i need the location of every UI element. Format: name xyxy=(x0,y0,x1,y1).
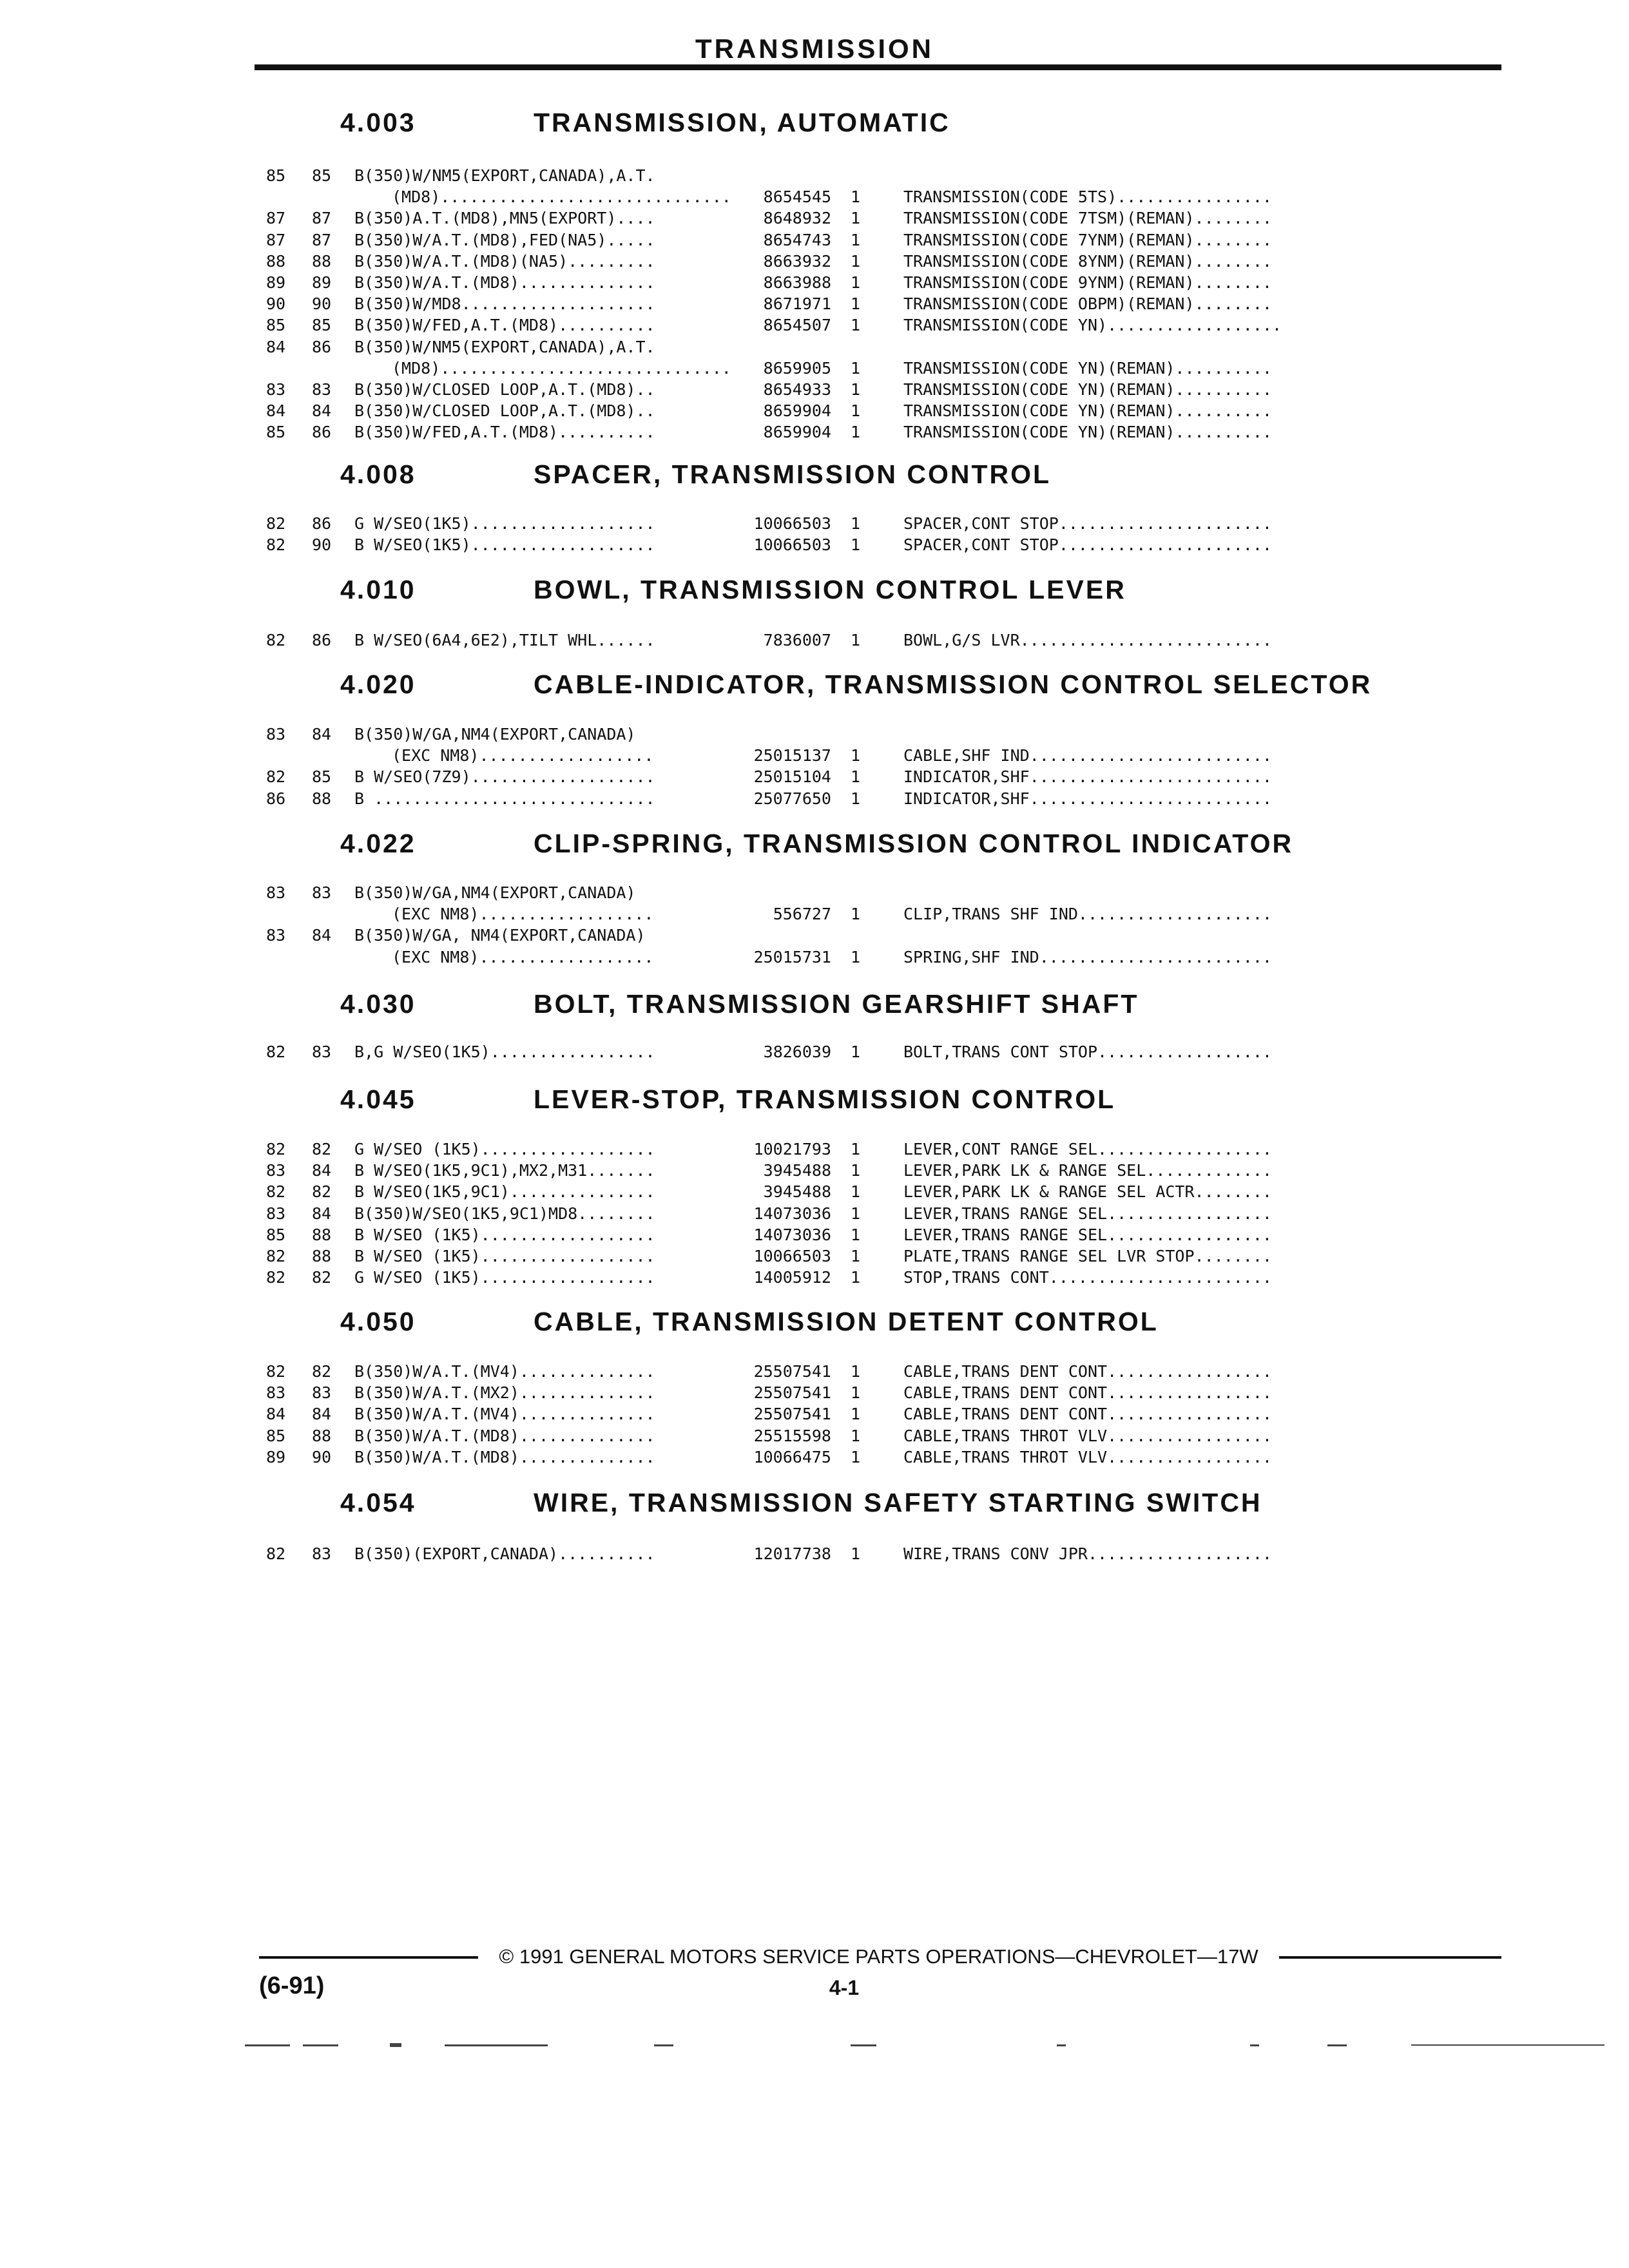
usage-description: B W/SEO(1K5,9C1),MX2,M31....... xyxy=(354,1161,655,1180)
usage-description: (EXC NM8).................. xyxy=(392,746,654,765)
start-year: 85 xyxy=(266,316,286,334)
start-year: 85 xyxy=(266,166,286,185)
start-year: 85 xyxy=(266,423,286,441)
parts-row xyxy=(0,1203,1629,1224)
usage-description: B(350)W/A.T.(MD8).............. xyxy=(354,1448,655,1466)
part-number: 8654545 xyxy=(763,187,831,206)
usage-description: B(350)W/FED,A.T.(MD8).......... xyxy=(354,423,655,441)
usage-description: G W/SEO(1K5)................... xyxy=(354,514,655,533)
part-name: LEVER,CONT RANGE SEL.................. xyxy=(903,1140,1272,1158)
start-year: 82 xyxy=(266,1043,286,1061)
quantity: 1 xyxy=(851,1247,861,1265)
usage-description: B W/SEO(1K5,9C1)............... xyxy=(354,1182,655,1201)
end-year: 88 xyxy=(312,1427,332,1445)
end-year: 87 xyxy=(312,209,332,227)
section-title xyxy=(340,668,1372,701)
end-year: 83 xyxy=(312,1383,332,1402)
end-year: 84 xyxy=(312,725,332,744)
part-name: WIRE,TRANS CONV JPR................... xyxy=(903,1544,1272,1563)
quantity: 1 xyxy=(851,746,861,765)
scan-artifact xyxy=(390,2043,401,2047)
usage-description: B(350)W/A.T.(MD8)(NA5)......... xyxy=(354,252,655,271)
part-number: 10066503 xyxy=(753,535,831,554)
part-name: PLATE,TRANS RANGE SEL LVR STOP........ xyxy=(903,1247,1272,1265)
part-number: 8648932 xyxy=(763,209,831,227)
part-number: 3945488 xyxy=(763,1182,831,1201)
quantity: 1 xyxy=(851,948,861,966)
part-name: SPRING,SHF IND........................ xyxy=(903,948,1272,966)
usage-description: B(350)A.T.(MD8),MN5(EXPORT).... xyxy=(354,209,655,227)
start-year: 85 xyxy=(266,1225,286,1244)
usage-description: B(350)W/A.T.(MX2).............. xyxy=(354,1383,655,1402)
section-title xyxy=(340,1486,1262,1519)
section-heading: BOLT, TRANSMISSION GEARSHIFT SHAFT xyxy=(534,989,1139,1019)
usage-description: B(350)W/GA,NM4(EXPORT,CANADA) xyxy=(354,883,636,902)
start-year: 89 xyxy=(266,1448,286,1466)
part-number: 10066475 xyxy=(753,1448,831,1466)
end-year: 83 xyxy=(312,1043,332,1061)
quantity: 1 xyxy=(851,1405,861,1423)
part-name: TRANSMISSION(CODE 7YNM)(REMAN)........ xyxy=(903,231,1272,249)
quantity: 1 xyxy=(851,294,861,313)
end-year: 85 xyxy=(312,166,332,185)
usage-description: B,G W/SEO(1K5)................. xyxy=(354,1043,655,1061)
start-year: 87 xyxy=(266,209,286,227)
end-year: 86 xyxy=(312,423,332,441)
quantity: 1 xyxy=(851,316,861,334)
part-name: CABLE,TRANS DENT CONT................. xyxy=(903,1405,1272,1423)
start-year: 83 xyxy=(266,725,286,744)
section-number: 4.003 xyxy=(340,108,416,137)
start-year: 82 xyxy=(266,535,286,554)
part-name: CABLE,TRANS DENT CONT................. xyxy=(903,1383,1272,1402)
part-number: 8654743 xyxy=(763,231,831,249)
part-number: 3945488 xyxy=(763,1161,831,1180)
parts-row xyxy=(0,421,1629,443)
usage-description: (EXC NM8).................. xyxy=(392,948,654,966)
parts-row xyxy=(0,314,1629,336)
section-title xyxy=(340,827,1293,860)
part-number: 25015731 xyxy=(753,948,831,966)
part-number: 10066503 xyxy=(753,1247,831,1265)
start-year: 82 xyxy=(266,1362,286,1381)
quantity: 1 xyxy=(851,1043,861,1061)
parts-row xyxy=(0,766,1629,787)
end-year: 84 xyxy=(312,1161,332,1180)
part-name: CABLE,TRANS THROT VLV................. xyxy=(903,1427,1272,1445)
part-number: 14073036 xyxy=(753,1204,831,1223)
section-heading: CABLE-INDICATOR, TRANSMISSION CONTROL SELECTOR xyxy=(534,669,1373,699)
end-year: 82 xyxy=(312,1140,332,1158)
parts-row xyxy=(0,1160,1629,1181)
part-number: 556727 xyxy=(773,905,831,923)
quantity: 1 xyxy=(851,1448,861,1466)
footer-page-number: 4-1 xyxy=(829,1976,860,1999)
usage-description: B W/SEO(1K5)................... xyxy=(354,535,655,554)
section-heading: BOWL, TRANSMISSION CONTROL LEVER xyxy=(534,575,1126,604)
parts-row xyxy=(0,293,1629,314)
start-year: 82 xyxy=(266,1140,286,1158)
start-year: 82 xyxy=(266,1268,286,1287)
end-year: 84 xyxy=(312,1405,332,1423)
section-title xyxy=(340,573,1126,606)
part-number: 25507541 xyxy=(753,1362,831,1381)
part-number: 25507541 xyxy=(753,1405,831,1423)
start-year: 88 xyxy=(266,252,286,271)
quantity: 1 xyxy=(851,905,861,923)
usage-description: B(350)W/NM5(EXPORT,CANADA),A.T. xyxy=(354,338,655,356)
start-year: 87 xyxy=(266,231,286,249)
usage-description: B(350)W/A.T.(MD8).............. xyxy=(354,273,655,292)
parts-row xyxy=(0,1425,1629,1446)
parts-row xyxy=(0,629,1629,651)
footer-rule-right xyxy=(1279,1956,1501,1959)
start-year: 90 xyxy=(266,294,286,313)
parts-row xyxy=(0,1446,1629,1468)
part-number: 8654933 xyxy=(763,380,831,399)
scan-artifact xyxy=(654,2044,673,2046)
part-number: 8671971 xyxy=(763,294,831,313)
end-year: 83 xyxy=(312,883,332,902)
part-name: TRANSMISSION(CODE 8YNM)(REMAN)........ xyxy=(903,252,1272,271)
parts-row xyxy=(0,207,1629,229)
part-name: TRANSMISSION(CODE 7TSM)(REMAN)........ xyxy=(903,209,1272,227)
part-number: 25077650 xyxy=(753,789,831,808)
usage-description: B(350)W/A.T.(MV4).............. xyxy=(354,1362,655,1381)
parts-row xyxy=(0,1245,1629,1267)
usage-description: B(350)W/A.T.(MD8),FED(NA5)..... xyxy=(354,231,655,249)
quantity: 1 xyxy=(851,423,861,441)
section-title xyxy=(340,106,950,139)
start-year: 84 xyxy=(266,1405,286,1423)
part-name: BOLT,TRANS CONT STOP.................. xyxy=(903,1043,1272,1061)
scan-artifact xyxy=(1411,2044,1605,2046)
end-year: 90 xyxy=(312,294,332,313)
usage-description: (EXC NM8).................. xyxy=(392,905,654,923)
parts-row xyxy=(0,229,1629,251)
scan-artifact xyxy=(1057,2044,1066,2046)
quantity: 1 xyxy=(851,535,861,554)
quantity: 1 xyxy=(851,187,861,206)
start-year: 85 xyxy=(266,1427,286,1445)
scan-artifact xyxy=(1327,2044,1347,2046)
start-year: 83 xyxy=(266,1161,286,1180)
part-name: CLIP,TRANS SHF IND.................... xyxy=(903,905,1272,923)
usage-description: B(350)W/A.T.(MV4).............. xyxy=(354,1405,655,1423)
parts-row xyxy=(0,1267,1629,1288)
end-year: 87 xyxy=(312,231,332,249)
section-heading: SPACER, TRANSMISSION CONTROL xyxy=(534,459,1052,489)
footer-revision-date: (6-91) xyxy=(259,1972,325,1999)
parts-row xyxy=(0,336,1629,358)
usage-description: B(350)W/CLOSED LOOP,A.T.(MD8).. xyxy=(354,401,655,420)
start-year: 82 xyxy=(266,767,286,786)
end-year: 84 xyxy=(312,401,332,420)
part-number: 10021793 xyxy=(753,1140,831,1158)
parts-row xyxy=(0,272,1629,293)
part-name: TRANSMISSION(CODE YN)(REMAN).......... xyxy=(903,359,1272,378)
parts-row xyxy=(0,1361,1629,1382)
section-number: 4.030 xyxy=(340,989,416,1019)
quantity: 1 xyxy=(851,514,861,533)
section-number: 4.022 xyxy=(340,829,416,858)
part-name: LEVER,PARK LK & RANGE SEL ACTR........ xyxy=(903,1182,1272,1201)
parts-row xyxy=(0,925,1629,946)
parts-row xyxy=(0,745,1629,766)
parts-row xyxy=(0,1041,1629,1062)
part-number: 25507541 xyxy=(753,1383,831,1402)
parts-row xyxy=(0,1403,1629,1425)
end-year: 83 xyxy=(312,1544,332,1563)
quantity: 1 xyxy=(851,1383,861,1402)
start-year: 84 xyxy=(266,401,286,420)
parts-row xyxy=(0,788,1629,809)
parts-row xyxy=(0,400,1629,421)
footer-rule-left xyxy=(259,1956,478,1959)
start-year: 83 xyxy=(266,926,286,945)
part-number: 10066503 xyxy=(753,514,831,533)
usage-description: B(350)W/GA,NM4(EXPORT,CANADA) xyxy=(354,725,636,744)
part-number: 12017738 xyxy=(753,1544,831,1563)
part-number: 3826039 xyxy=(763,1043,831,1061)
start-year: 82 xyxy=(266,631,286,649)
quantity: 1 xyxy=(851,380,861,399)
end-year: 84 xyxy=(312,926,332,945)
parts-row xyxy=(0,1224,1629,1245)
parts-row xyxy=(0,724,1629,745)
part-name: LEVER,PARK LK & RANGE SEL............. xyxy=(903,1161,1272,1180)
end-year: 89 xyxy=(312,273,332,292)
part-name: TRANSMISSION(CODE 5TS)................ xyxy=(903,187,1272,206)
usage-description: B(350)W/NM5(EXPORT,CANADA),A.T. xyxy=(354,166,655,185)
parts-row xyxy=(0,165,1629,186)
part-number: 25015137 xyxy=(753,746,831,765)
usage-description: G W/SEO (1K5).................. xyxy=(354,1268,655,1287)
part-number: 25515598 xyxy=(753,1427,831,1445)
end-year: 85 xyxy=(312,316,332,334)
part-name: TRANSMISSION(CODE 9YNM)(REMAN)........ xyxy=(903,273,1272,292)
start-year: 89 xyxy=(266,273,286,292)
parts-row xyxy=(0,903,1629,925)
end-year: 88 xyxy=(312,1247,332,1265)
quantity: 1 xyxy=(851,359,861,378)
quantity: 1 xyxy=(851,401,861,420)
scan-artifact xyxy=(1250,2044,1259,2046)
part-name: CABLE,TRANS THROT VLV................. xyxy=(903,1448,1272,1466)
parts-row xyxy=(0,379,1629,400)
section-title xyxy=(340,1305,1159,1338)
end-year: 82 xyxy=(312,1362,332,1381)
part-number: 8659905 xyxy=(763,359,831,378)
quantity: 1 xyxy=(851,1225,861,1244)
end-year: 82 xyxy=(312,1182,332,1201)
end-year: 86 xyxy=(312,514,332,533)
part-number: 8654507 xyxy=(763,316,831,334)
start-year: 83 xyxy=(266,1204,286,1223)
section-heading: CLIP-SPRING, TRANSMISSION CONTROL INDICATOR xyxy=(534,829,1294,858)
part-name: SPACER,CONT STOP...................... xyxy=(903,514,1272,533)
part-name: SPACER,CONT STOP...................... xyxy=(903,535,1272,554)
parts-row xyxy=(0,1139,1629,1160)
quantity: 1 xyxy=(851,789,861,808)
parts-row xyxy=(0,186,1629,207)
usage-description: B W/SEO(6A4,6E2),TILT WHL...... xyxy=(354,631,655,649)
quantity: 1 xyxy=(851,1544,861,1563)
start-year: 83 xyxy=(266,883,286,902)
usage-description: B(350)W/GA, NM4(EXPORT,CANADA) xyxy=(354,926,646,945)
end-year: 82 xyxy=(312,1268,332,1287)
header-rule xyxy=(255,64,1501,70)
quantity: 1 xyxy=(851,1204,861,1223)
parts-row xyxy=(0,358,1629,379)
part-number: 14005912 xyxy=(753,1268,831,1287)
usage-description: B(350)W/SEO(1K5,9C1)MD8........ xyxy=(354,1204,655,1223)
start-year: 82 xyxy=(266,514,286,533)
usage-description: G W/SEO (1K5).................. xyxy=(354,1140,655,1158)
section-heading: WIRE, TRANSMISSION SAFETY STARTING SWITCH xyxy=(534,1488,1262,1517)
part-name: CABLE,SHF IND......................... xyxy=(903,746,1272,765)
quantity: 1 xyxy=(851,1268,861,1287)
section-title xyxy=(340,457,1051,491)
usage-description: B W/SEO (1K5).................. xyxy=(354,1225,655,1244)
usage-description: (MD8).............................. xyxy=(392,187,731,206)
section-heading: LEVER-STOP, TRANSMISSION CONTROL xyxy=(534,1084,1116,1114)
part-name: BOWL,G/S LVR.......................... xyxy=(903,631,1272,649)
part-name: TRANSMISSION(CODE YN).................. xyxy=(903,316,1282,334)
quantity: 1 xyxy=(851,1161,861,1180)
section-number: 4.045 xyxy=(340,1084,416,1114)
scan-artifact xyxy=(303,2044,338,2046)
part-number: 8663988 xyxy=(763,273,831,292)
part-name: LEVER,TRANS RANGE SEL................. xyxy=(903,1204,1272,1223)
usage-description: B(350)W/MD8.................... xyxy=(354,294,655,313)
end-year: 90 xyxy=(312,535,332,554)
usage-description: B(350)(EXPORT,CANADA).......... xyxy=(354,1544,655,1563)
part-number: 7836007 xyxy=(763,631,831,649)
start-year: 82 xyxy=(266,1544,286,1563)
part-number: 8659904 xyxy=(763,423,831,441)
scan-artifact xyxy=(851,2044,876,2046)
part-number: 8659904 xyxy=(763,401,831,420)
quantity: 1 xyxy=(851,631,861,649)
usage-description: B ............................. xyxy=(354,789,655,808)
section-title xyxy=(340,1082,1115,1116)
part-name: STOP,TRANS CONT....................... xyxy=(903,1268,1272,1287)
page-header-title: TRANSMISSION xyxy=(695,34,934,64)
quantity: 1 xyxy=(851,767,861,786)
section-heading: TRANSMISSION, AUTOMATIC xyxy=(534,108,950,137)
start-year: 84 xyxy=(266,338,286,356)
usage-description: B W/SEO(7Z9)................... xyxy=(354,767,655,786)
quantity: 1 xyxy=(851,1427,861,1445)
section-number: 4.010 xyxy=(340,575,416,604)
end-year: 90 xyxy=(312,1448,332,1466)
part-name: CABLE,TRANS DENT CONT................. xyxy=(903,1362,1272,1381)
usage-description: B(350)W/A.T.(MD8).............. xyxy=(354,1427,655,1445)
usage-description: B W/SEO (1K5).................. xyxy=(354,1247,655,1265)
part-name: LEVER,TRANS RANGE SEL................. xyxy=(903,1225,1272,1244)
usage-description: B(350)W/CLOSED LOOP,A.T.(MD8).. xyxy=(354,380,655,399)
quantity: 1 xyxy=(851,231,861,249)
quantity: 1 xyxy=(851,1362,861,1381)
parts-row xyxy=(0,513,1629,534)
part-name: TRANSMISSION(CODE YN)(REMAN).......... xyxy=(903,401,1272,420)
part-name: TRANSMISSION(CODE YN)(REMAN).......... xyxy=(903,380,1272,399)
footer-copyright: © 1991 GENERAL MOTORS SERVICE PARTS OPERATIONS—CHEVROLET—17W xyxy=(499,1945,1258,1968)
section-number: 4.054 xyxy=(340,1488,416,1517)
parts-row xyxy=(0,1543,1629,1564)
parts-row xyxy=(0,1382,1629,1403)
usage-description: B(350)W/FED,A.T.(MD8).......... xyxy=(354,316,655,334)
scan-artifact xyxy=(245,2044,290,2046)
quantity: 1 xyxy=(851,1140,861,1158)
section-title xyxy=(340,987,1139,1021)
end-year: 85 xyxy=(312,767,332,786)
section-heading: CABLE, TRANSMISSION DETENT CONTROL xyxy=(534,1307,1159,1336)
parts-row xyxy=(0,947,1629,968)
parts-row xyxy=(0,251,1629,272)
end-year: 86 xyxy=(312,631,332,649)
start-year: 83 xyxy=(266,380,286,399)
part-name: TRANSMISSION(CODE YN)(REMAN).......... xyxy=(903,423,1272,441)
end-year: 88 xyxy=(312,1225,332,1244)
start-year: 82 xyxy=(266,1182,286,1201)
parts-row xyxy=(0,882,1629,903)
part-name: INDICATOR,SHF......................... xyxy=(903,767,1272,786)
end-year: 88 xyxy=(312,252,332,271)
quantity: 1 xyxy=(851,252,861,271)
parts-row xyxy=(0,534,1629,555)
usage-description: (MD8).............................. xyxy=(392,359,731,378)
start-year: 82 xyxy=(266,1247,286,1265)
start-year: 83 xyxy=(266,1383,286,1402)
quantity: 1 xyxy=(851,273,861,292)
section-number: 4.008 xyxy=(340,459,416,489)
part-name: TRANSMISSION(CODE OBPM)(REMAN)........ xyxy=(903,294,1272,313)
start-year: 86 xyxy=(266,789,286,808)
section-number: 4.020 xyxy=(340,669,416,699)
quantity: 1 xyxy=(851,209,861,227)
scan-artifact xyxy=(445,2044,548,2046)
section-number: 4.050 xyxy=(340,1307,416,1336)
parts-row xyxy=(0,1181,1629,1202)
part-number: 8663932 xyxy=(763,252,831,271)
quantity: 1 xyxy=(851,1182,861,1201)
part-name: INDICATOR,SHF......................... xyxy=(903,789,1272,808)
part-number: 25015104 xyxy=(753,767,831,786)
end-year: 86 xyxy=(312,338,332,356)
end-year: 88 xyxy=(312,789,332,808)
end-year: 84 xyxy=(312,1204,332,1223)
end-year: 83 xyxy=(312,380,332,399)
part-number: 14073036 xyxy=(753,1225,831,1244)
